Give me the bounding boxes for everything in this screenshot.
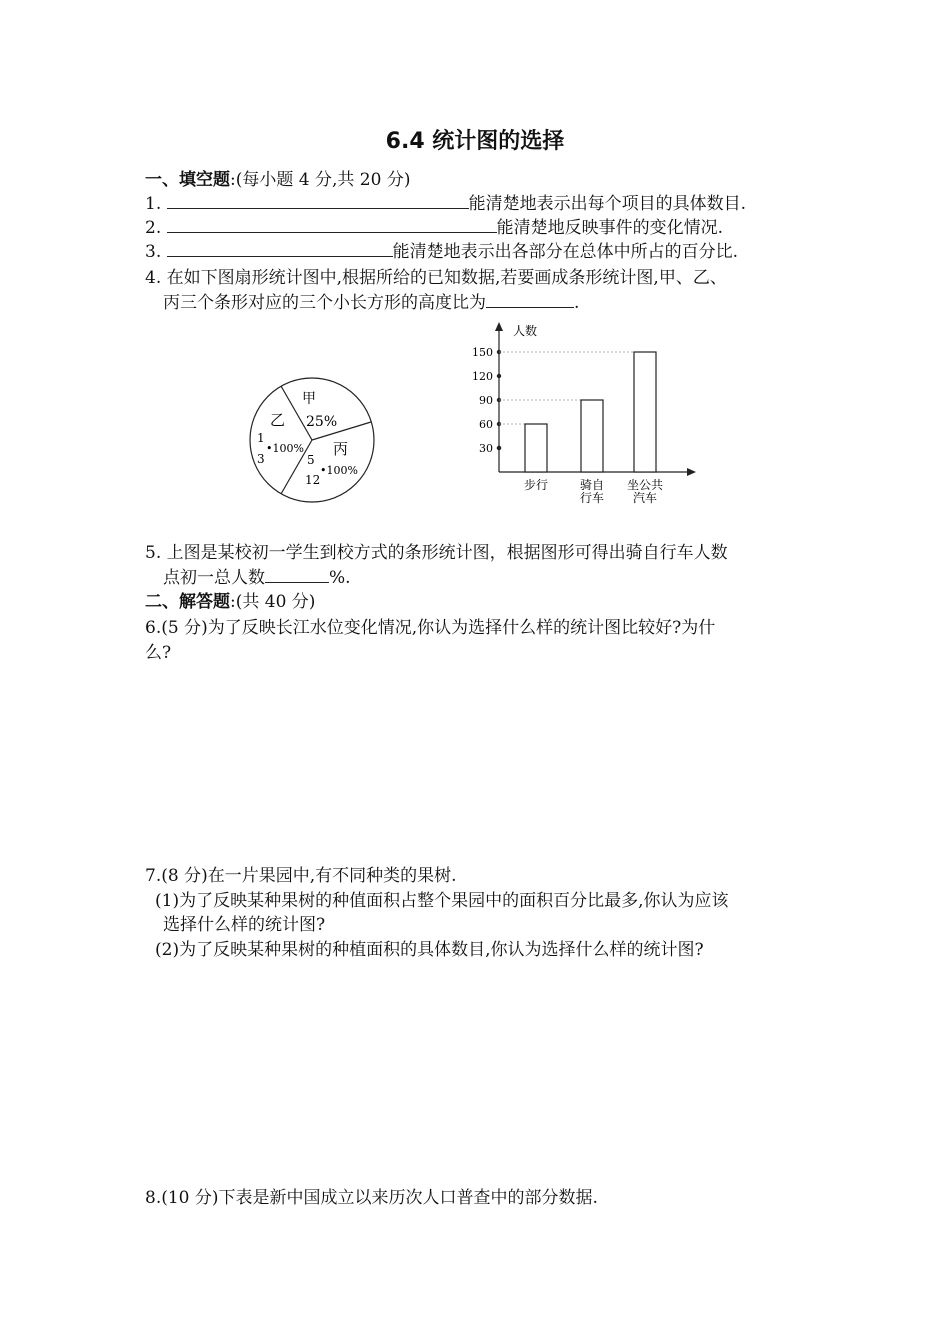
category-label: 骑自: [579, 478, 605, 492]
question-8-line-1: 8.(10 分)下表是新中国成立以来历次人口普查中的部分数据.: [145, 1188, 598, 1208]
bar-chart: [465, 318, 705, 510]
question-4-line-2: [163, 291, 579, 315]
question-1-number: 1.: [145, 194, 162, 214]
bar: [525, 424, 547, 472]
y-tick-mark: [497, 446, 501, 450]
section-1-title: 一、填空题: [145, 170, 230, 190]
question-1: [145, 192, 746, 216]
question-5-end: %.: [329, 568, 351, 588]
question-4-line-1: 4. 在如下图扇形统计图中,根据所给的已知数据,若要画成条形统计图,甲、乙、: [145, 268, 727, 288]
y-tick-mark: [497, 374, 501, 378]
question-6-line-1: 6.(5 分)为了反映长江水位变化情况,你认为选择什么样的统计图比较好?为什: [145, 618, 716, 638]
question-7-part-1: (1)为了反映某种果树的种值面积占整个果园中的面积百分比最多,你认为应该: [155, 891, 729, 911]
question-4-end: .: [574, 293, 580, 313]
question-7-part-1-cont: 选择什么样的统计图?: [163, 915, 326, 935]
answer-blank-4[interactable]: [486, 291, 574, 308]
pie-bing-denominator: 12: [305, 473, 321, 487]
answer-blank-1[interactable]: [167, 192, 469, 209]
question-1-text: 能清楚地表示出每个项目的具体数目.: [468, 194, 747, 214]
pie-yi-denominator: 3: [257, 452, 265, 466]
bar: [634, 352, 656, 472]
section-1-heading: [145, 168, 410, 192]
y-tick-label: 90: [479, 394, 493, 407]
question-2-number: 2.: [145, 218, 162, 238]
answer-blank-5[interactable]: [265, 566, 329, 583]
question-2-text: 能清楚地反映事件的变化情况.: [496, 218, 724, 238]
question-5-line-2: [163, 566, 351, 590]
question-6-line-2: 么?: [145, 643, 172, 663]
question-7-line-1: 7.(8 分)在一片果园中,有不同种类的果树.: [145, 866, 457, 886]
category-label: 坐公共: [626, 478, 664, 492]
section-2-note: :(共 40 分): [230, 592, 316, 612]
page-title: 6.4 统计图的选择: [385, 129, 565, 154]
section-1-note: :(每小题 4 分,共 20 分): [230, 170, 411, 190]
question-4-text: 丙三个条形对应的三个小长方形的高度比为: [163, 293, 486, 313]
answer-blank-2[interactable]: [167, 216, 497, 233]
y-axis-arrow: [495, 322, 503, 331]
question-3: [145, 240, 738, 264]
y-tick-label: 60: [479, 418, 493, 431]
question-5-text: 点初一总人数: [163, 568, 265, 588]
x-axis-arrow: [687, 468, 696, 476]
pie-bing-suffix: •100%: [320, 464, 358, 477]
question-3-number: 3.: [145, 242, 162, 262]
question-7-part-2: (2)为了反映某种果树的种植面积的具体数目,你认为选择什么样的统计图?: [155, 940, 704, 960]
pie-yi-suffix: •100%: [266, 442, 304, 455]
section-2-title: 二、解答题: [145, 592, 230, 612]
pie-label-jia: 甲: [302, 391, 316, 407]
bar: [581, 400, 603, 472]
category-label: 步行: [523, 478, 549, 492]
pie-bing-numerator: 5: [307, 453, 315, 467]
question-3-text: 能清楚地表示出各部分在总体中所占的百分比.: [392, 242, 739, 262]
y-axis-label: 人数: [513, 324, 538, 338]
answer-blank-3[interactable]: [167, 240, 393, 257]
section-2-heading: [145, 590, 315, 614]
y-tick-label: 30: [479, 442, 493, 455]
question-2: [145, 216, 723, 240]
question-5-line-1: 5. 上图是某校初一学生到校方式的条形统计图，根据图形可得出骑自行车人数: [145, 543, 728, 563]
pie-yi-numerator: 1: [257, 431, 265, 445]
pie-chart: [240, 374, 385, 509]
category-label: 行车: [579, 491, 605, 505]
category-label: 汽车: [632, 491, 658, 505]
pie-label-bing: 丙: [333, 440, 349, 458]
pie-label-yi: 乙: [270, 411, 286, 429]
y-tick-label: 120: [472, 370, 493, 383]
y-tick-label: 150: [472, 346, 493, 359]
pie-value-jia: 25%: [306, 414, 338, 430]
